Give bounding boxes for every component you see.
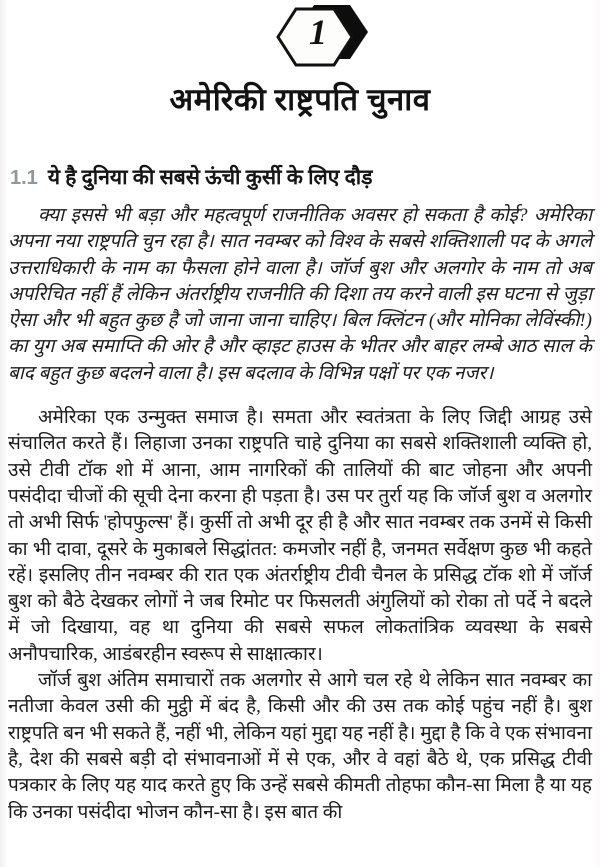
chapter-number: 1 bbox=[309, 12, 327, 52]
article-body bbox=[8, 203, 592, 826]
section-heading-text: ये है दुनिया की सबसे ऊंची कुर्सी के लिए दौड़ bbox=[47, 165, 373, 189]
intro-paragraph: क्या इससे भी बड़ा और महत्वपूर्ण राजनीतिक अवसर हो सकता है कोई? अमेरिका अपना नया राष्ट्रपति चुन रहा है। सात नवम्बर को विश्व के सबसे शक्तिशाली पद के अगले उत्तराधिकारी के नाम का फैसला होने वाला है। जॉर्ज बुश और अलगोर के नाम तो अब अपरिचित नहीं हैं लेकिन अंतर्राष्ट्रीय राजनीति की दिशा तय करने वाली इस घटना से जुड़ा ऐसा और भी बहुत कुछ है जो जाना जाना चाहिए। बिल क्लिंटन (और मोनिका लेविंस्की!) का युग अब समाप्ति की ओर है और व्हाइट हाउस के भीतर और बाहर लम्बे आठ साल के बाद बहुत कुछ बदलने वाला है। इस बदलाव के विभिन्न पक्षों पर एक नजर। bbox=[8, 205, 592, 384]
body-paragraph-1: अमेरिका एक उन्मुक्त समाज है। समता और स्वतंत्रता के लिए जिद्दी आग्रह उसे संचालित करते हैं। लिहाजा उनका राष्ट्रपति चाहे दुनिया का सबसे शक्तिशाली व्यक्ति हो, उसे टीवी टॉक शो में आना, आम नागरिकों की तालियों की बाट जोहना और अपनी पसंदीदा चीजों की सूची देना करना ही पड़ता है। उस पर तुर्रा यह कि जॉर्ज बुश व अलगोर तो अभी सिर्फ 'होपफुल्स' हैं। कुर्सी तो अभी दूर ही है और सात नवम्बर तक उनमें से किसी का भी दावा, दूसरे के मुकाबले सिद्धांतत: कमजोर नहीं है, जनमत सर्वेक्षण कुछ भी कहते रहें। इसलिए तीन नवम्बर की रात एक अंतर्राष्ट्रीय टीवी चैनल के प्रसिद्ध टॉक शो में जॉर्ज बुश को बैठे देखकर लोगों ने जब रिमोट पर फिसलती अंगुलियों को रोका तो पर्दे ने बदले में जो दिखाया, वह था दुनिया की सबसे सफल लोकतांत्रिक व्यवस्था के सबसे अनौपचारिक, आडंबरहीन स्वरूप से साक्षात्कार। bbox=[8, 407, 592, 665]
chapter-number-badge bbox=[268, 2, 372, 68]
section-heading bbox=[10, 163, 590, 191]
section-number: 1.1 bbox=[10, 167, 38, 189]
page-title: अमेरिकी राष्ट्रपति चुनाव bbox=[169, 82, 431, 117]
body-paragraph-2: जॉर्ज बुश अंतिम समाचारों तक अलगोर से आगे चल रहे थे लेकिन सात नवम्बर का नतीजा केवल उसी की मुट्ठी में बंद है, किसी और की उस तक कोई पहुंच नहीं है। बुश राष्ट्रपति बन भी सकते हैं, नहीं भी, लेकिन यहां मुद्दा यह नहीं है। मुद्दा है कि वे एक संभावना है, देश की सबसे बड़ी दो संभावनाओं में से एक, और वे वहां बैठे थे, एक प्रसिद्ध टीवी पत्रकार के लिए यह याद करते हुए कि उन्हें सबसे कीमती तोहफा कौन-सा मिला है या यह कि उनका पसंदीदा भोजन कौन-सा है। इस बात की bbox=[8, 670, 592, 823]
